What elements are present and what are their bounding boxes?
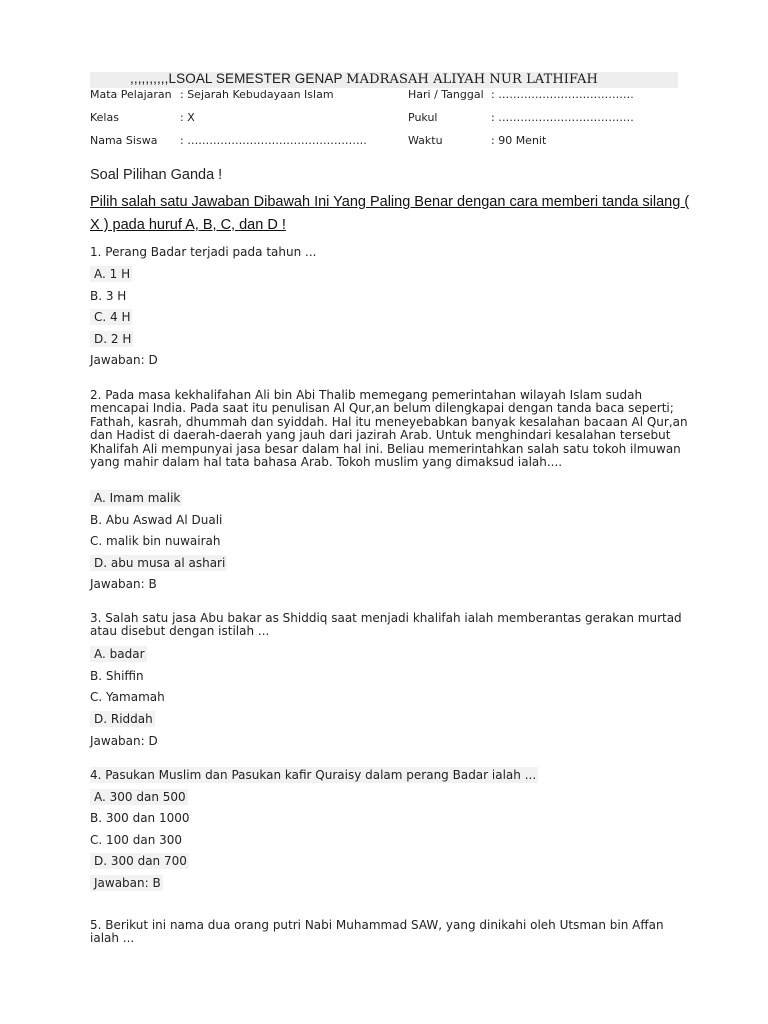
question-3-option-b[interactable]: B. Shiffin bbox=[90, 669, 144, 683]
waktu-value: : 90 Menit bbox=[491, 134, 547, 147]
question-1-option-a[interactable]: A. 1 H bbox=[90, 267, 132, 281]
kelas-label: Kelas bbox=[90, 111, 119, 124]
nama-siswa-label: Nama Siswa bbox=[90, 134, 158, 147]
question-3-option-d[interactable]: D. Riddah bbox=[90, 712, 155, 726]
hari-tanggal-value: : ………………………………. bbox=[491, 88, 634, 101]
question-4-option-d[interactable]: D. 300 dan 700 bbox=[90, 854, 189, 868]
question-2-option-b[interactable]: B. Abu Aswad Al Duali bbox=[90, 513, 223, 527]
question-1-option-b[interactable]: B. 3 H bbox=[90, 289, 127, 303]
question-4-option-b[interactable]: B. 300 dan 1000 bbox=[90, 811, 190, 825]
kelas-value: : X bbox=[180, 111, 195, 124]
title-prefix: ,,,,,,,,,,LSOAL SEMESTER GENAP bbox=[130, 71, 347, 86]
section-title: Soal Pilihan Ganda ! bbox=[90, 167, 223, 183]
question-2-option-d[interactable]: D. abu musa al ashari bbox=[90, 556, 227, 570]
page-title bbox=[130, 71, 598, 87]
question-2-option-c[interactable]: C. malik bin nuwairah bbox=[90, 534, 221, 548]
hari-tanggal-label: Hari / Tanggal bbox=[408, 88, 484, 101]
question-2-option-a[interactable]: A. Imam malik bbox=[90, 491, 182, 505]
pukul-label: Pukul bbox=[408, 111, 438, 124]
question-4-option-c[interactable]: C. 100 dan 300 bbox=[90, 833, 183, 847]
question-1-answer: Jawaban: D bbox=[90, 353, 158, 367]
question-4-text: 4. Pasukan Muslim dan Pasukan kafir Quraisy dalam perang Badar ialah ... bbox=[90, 768, 537, 782]
question-3-text: 3. Salah satu jasa Abu bakar as Shiddiq saat menjadi khalifah ialah memberantas gerakan murtad atau disebut dengan istilah ... bbox=[90, 611, 682, 639]
question-3-answer: Jawaban: D bbox=[90, 734, 158, 748]
instruction-text: Pilih salah satu Jawaban Dibawah Ini Yang Paling Benar dengan cara memberi tanda silang ( X ) pada huruf A, B, C, dan D ! bbox=[90, 194, 690, 233]
title-school: MADRASAH ALIYAH NUR LATHIFAH bbox=[346, 72, 598, 87]
question-1-option-d[interactable]: D. 2 H bbox=[90, 332, 133, 346]
question-2-answer: Jawaban: B bbox=[90, 577, 157, 591]
mata-pelajaran-label: Mata Pelajaran bbox=[90, 88, 172, 101]
question-1-option-c[interactable]: C. 4 H bbox=[90, 310, 132, 324]
question-4-answer: Jawaban: B bbox=[90, 876, 163, 890]
question-4-option-a[interactable]: A. 300 dan 500 bbox=[90, 790, 188, 804]
pukul-value: : ………………………………. bbox=[491, 111, 634, 124]
waktu-label: Waktu bbox=[408, 134, 443, 147]
question-5-text: 5. Berikut ini nama dua orang putri Nabi Muhammad SAW, yang dinikahi oleh Utsman bin Affan ialah ... bbox=[90, 918, 664, 946]
mata-pelajaran-value: : Sejarah Kebudayaan Islam bbox=[180, 88, 334, 101]
question-3-option-a[interactable]: A. badar bbox=[90, 647, 147, 661]
nama-siswa-value: : …………………………………………. bbox=[180, 134, 367, 147]
question-3-option-c[interactable]: C. Yamamah bbox=[90, 690, 165, 704]
question-1-text: 1. Perang Badar terjadi pada tahun ... bbox=[90, 245, 317, 259]
question-2-text: 2. Pada masa kekhalifahan Ali bin Abi Thalib memegang pemerintahan wilayah Islam sudah mencapai India. Pada saat itu penulisan Al Qur,an belum dilengkapai dengan tanda baca seperti; Fathah, kasrah, dhummah dan syiddah. Hal itu meneyebabkan banyak kesalahan bacaan Al Qur,an dan Hadist di daerah-daerah yang jauh dari jazirah Arab. Untuk menghindari kesalahan tersebut Khalifah Ali mempunyai jasa besar dalam hal ini. Beliau memerintahkan salah satu tokoh ilmuwan yang mahir dalam hal tata bahasa Arab. Tokoh muslim yang dimaksud ialah.... bbox=[90, 388, 688, 470]
